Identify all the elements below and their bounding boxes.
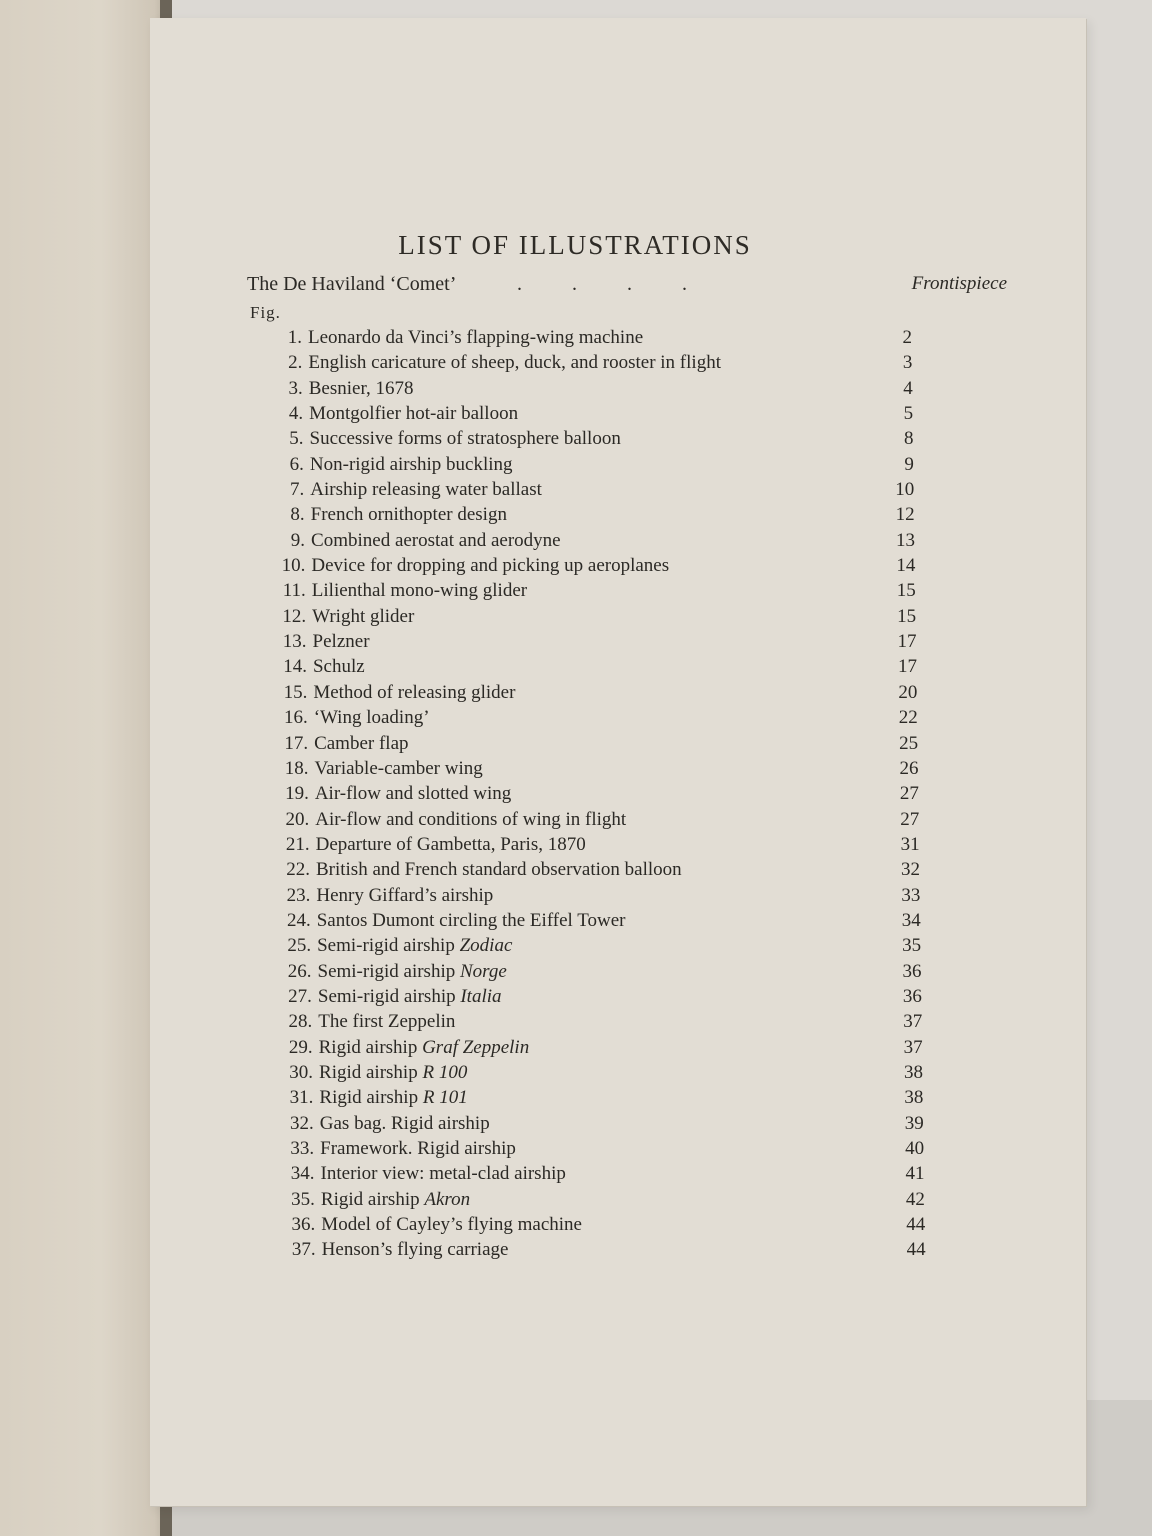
figure-page-number: 37 — [903, 1011, 923, 1033]
figure-caption — [314, 756, 488, 781]
frontispiece-entry — [247, 273, 1007, 303]
figure-caption — [311, 528, 567, 553]
figure-number: 17. — [284, 732, 309, 754]
figure-caption-text: Combined aerostat and aerodyne — [311, 529, 561, 551]
figure-page-number: 15 — [897, 605, 917, 627]
list-item — [270, 426, 914, 451]
figure-caption — [321, 1212, 588, 1237]
list-item — [276, 857, 920, 882]
frontispiece-leader: . . . . — [517, 273, 687, 295]
figure-page-number: 20 — [898, 681, 918, 703]
figure-caption — [320, 1111, 496, 1136]
figure-page-number: 14 — [896, 555, 916, 577]
list-of-illustrations-page — [150, 18, 1086, 1506]
figure-page-number: 17 — [897, 656, 917, 678]
figure-caption-text: Semi-rigid airship — [317, 985, 461, 1007]
figure-caption — [319, 1060, 473, 1085]
figure-caption — [308, 325, 649, 350]
figure-caption — [317, 908, 632, 933]
list-item — [271, 553, 915, 578]
figure-caption-text: The first Zeppelin — [318, 1011, 456, 1033]
figure-number: 1. — [287, 327, 302, 348]
figure-caption — [315, 807, 632, 832]
figure-page-number: 9 — [904, 453, 914, 475]
figure-number: 3. — [288, 377, 303, 399]
fig-column-heading: Fig. — [250, 303, 281, 322]
list-item — [276, 883, 920, 908]
figure-caption-italic: Graf Zeppelin — [422, 1036, 530, 1058]
figure-caption — [319, 1085, 473, 1110]
figure-caption — [316, 883, 499, 908]
figure-caption-text: Leonardo da Vinci’s flapping-wing machine — [308, 327, 644, 348]
figure-number: 15. — [283, 681, 308, 703]
figure-caption-text: Framework. Rigid airship — [320, 1138, 516, 1159]
figure-number: 32. — [290, 1112, 314, 1134]
figure-caption-text: Rigid airship — [319, 1061, 423, 1083]
figure-caption-text: Gas bag. Rigid airship — [319, 1112, 490, 1134]
figure-caption-text: Semi-rigid airship — [317, 960, 460, 982]
figure-caption-text: Camber flap — [314, 732, 409, 754]
figure-number: 37. — [291, 1239, 316, 1261]
figure-caption — [309, 376, 420, 401]
figure-number: 31. — [289, 1087, 314, 1109]
figure-number: 18. — [284, 757, 309, 779]
figure-page-number: 37 — [903, 1036, 923, 1058]
figure-page-number: 44 — [906, 1239, 926, 1261]
list-item — [273, 654, 917, 679]
figure-number: 6. — [289, 453, 304, 475]
figure-page-number: 31 — [900, 833, 920, 855]
figure-page-number: 39 — [904, 1112, 924, 1134]
figure-number: 21. — [285, 833, 310, 855]
figure-caption — [321, 1161, 572, 1186]
figure-page-number: 35 — [902, 935, 922, 957]
figure-caption-text: Method of releasing glider — [313, 681, 516, 703]
figure-caption-text: Air-flow and conditions of wing in flight — [315, 808, 627, 830]
figure-caption — [318, 1009, 461, 1034]
figure-page-number: 15 — [896, 580, 916, 602]
list-item — [279, 1085, 923, 1110]
figure-page-number: 32 — [900, 859, 920, 881]
figure-number: 24. — [286, 909, 311, 931]
list-item — [269, 401, 913, 426]
figure-caption-text: Semi-rigid airship — [317, 935, 460, 957]
figure-page-number: 25 — [899, 732, 919, 754]
figure-number: 35. — [291, 1188, 315, 1210]
list-item — [272, 604, 916, 629]
list-item — [278, 959, 922, 984]
figure-caption — [310, 452, 519, 477]
figure-caption-text: French ornithopter design — [310, 504, 507, 526]
figure-caption-text: Air-flow and slotted wing — [314, 783, 512, 805]
figure-number: 13. — [282, 631, 307, 653]
figure-caption — [315, 781, 517, 806]
list-item — [279, 1035, 923, 1060]
page-title: LIST OF ILLUSTRATIONS — [398, 230, 752, 260]
figure-caption — [319, 1035, 536, 1060]
figure-number: 29. — [288, 1036, 313, 1058]
figure-page-number: 38 — [904, 1087, 924, 1109]
figure-caption — [313, 680, 521, 705]
figure-caption — [312, 578, 533, 603]
figure-page-number: 5 — [903, 403, 914, 425]
figure-caption — [308, 350, 727, 375]
figure-page-number: 10 — [895, 479, 915, 501]
figure-caption-text: Pelzner — [312, 631, 370, 653]
frontispiece-label: The De Haviland ‘Comet’ — [247, 273, 457, 295]
figure-number: 33. — [290, 1138, 315, 1159]
figure-page-number: 4 — [903, 377, 913, 399]
figure-page-number: 8 — [904, 428, 914, 450]
figure-caption — [318, 959, 513, 984]
facing-page — [0, 0, 168, 1536]
figure-caption — [320, 1136, 522, 1161]
list-item — [269, 376, 913, 401]
figure-caption — [316, 832, 592, 857]
list-item — [270, 477, 914, 502]
figure-number: 36. — [291, 1214, 316, 1236]
figure-caption — [317, 933, 518, 958]
figure-number: 20. — [285, 808, 310, 830]
figure-caption — [316, 857, 688, 882]
figure-page-number: 42 — [905, 1188, 925, 1210]
figure-number: 9. — [290, 529, 306, 551]
figure-page-number: 38 — [904, 1061, 924, 1083]
figure-caption — [310, 477, 548, 502]
frontispiece-page: Frontispiece — [911, 273, 1007, 294]
list-item — [268, 325, 912, 350]
figure-caption-text: Rigid airship — [320, 1188, 425, 1210]
figure-caption-text: Interior view: metal-clad airship — [320, 1163, 566, 1185]
list-item — [273, 629, 917, 654]
figure-caption-text: Device for dropping and picking up aeroplanes — [311, 555, 670, 577]
list-item — [270, 452, 914, 477]
figure-page-number: 22 — [898, 707, 918, 729]
figure-caption-text: Santos Dumont circling the Eiffel Tower — [316, 909, 626, 931]
figure-caption-text: Rigid airship — [319, 1087, 423, 1109]
list-item — [281, 1212, 925, 1237]
figure-page-number: 27 — [899, 783, 919, 805]
figure-number: 16. — [283, 707, 308, 729]
list-item — [278, 984, 922, 1009]
list-item — [275, 807, 919, 832]
list-item — [278, 1009, 922, 1034]
figure-number: 26. — [287, 960, 312, 982]
figure-number: 34. — [290, 1163, 315, 1185]
figure-page-number: 2 — [902, 327, 912, 348]
figure-page-number: 17 — [897, 631, 917, 653]
figure-caption-text: Variable-camber wing — [314, 757, 483, 779]
figure-page-number: 13 — [896, 529, 916, 551]
figure-caption-text: Departure of Gambetta, Paris, 1870 — [315, 833, 586, 855]
figure-caption-text: Henry Giffard’s airship — [316, 884, 494, 906]
list-item — [281, 1161, 925, 1186]
figure-number: 23. — [286, 884, 311, 906]
figure-caption-italic: Italia — [460, 985, 502, 1007]
figure-caption — [314, 731, 414, 756]
list-item — [272, 578, 916, 603]
figure-caption-text: Model of Cayley’s flying machine — [321, 1214, 582, 1236]
figure-page-number: 36 — [902, 960, 922, 982]
figure-caption-italic: Akron — [424, 1188, 471, 1210]
figure-list — [268, 325, 926, 1263]
figure-number: 10. — [281, 555, 306, 577]
figure-caption — [313, 654, 371, 679]
list-item — [274, 756, 918, 781]
figure-number: 28. — [288, 1011, 313, 1033]
figure-number: 19. — [285, 783, 309, 805]
figure-page-number: 27 — [900, 808, 920, 830]
figure-number: 12. — [282, 605, 307, 627]
figure-number: 22. — [286, 859, 310, 881]
list-item — [277, 933, 921, 958]
list-item — [277, 908, 921, 933]
list-item — [282, 1237, 926, 1262]
list-item — [280, 1136, 924, 1161]
figure-caption — [312, 604, 420, 629]
figure-caption — [309, 401, 524, 426]
list-item — [280, 1111, 924, 1136]
figure-number: 14. — [283, 656, 307, 678]
figure-number: 4. — [288, 403, 304, 425]
figure-caption-text: British and French standard observation balloon — [315, 859, 682, 881]
list-item — [271, 528, 915, 553]
figure-number: 27. — [288, 985, 312, 1007]
figure-caption-text: Besnier, 1678 — [308, 377, 414, 399]
list-item — [268, 350, 912, 375]
figure-caption-text: Successive forms of stratosphere balloon — [309, 428, 621, 450]
figure-page-number: 3 — [902, 352, 913, 374]
figure-caption-text: English caricature of sheep, duck, and rooster in flight — [308, 352, 721, 374]
figure-page-number: 41 — [905, 1163, 925, 1185]
figure-caption-italic: Zodiac — [459, 935, 513, 957]
figure-number: 11. — [282, 580, 306, 602]
list-item — [273, 680, 917, 705]
list-item — [271, 502, 915, 527]
figure-caption-text: Airship releasing water ballast — [310, 479, 542, 501]
figure-page-number: 36 — [902, 985, 922, 1007]
figure-page-number: 33 — [901, 884, 921, 906]
figure-caption — [311, 502, 513, 527]
figure-caption-text: Rigid airship — [318, 1036, 423, 1058]
figure-page-number: 34 — [901, 909, 921, 931]
figure-caption-italic: R 100 — [422, 1061, 468, 1083]
figure-caption — [318, 984, 508, 1009]
figure-caption-text: Henson’s flying carriage — [321, 1239, 509, 1261]
figure-caption-text: Montgolfier hot-air balloon — [309, 403, 519, 425]
figure-caption — [313, 629, 376, 654]
figure-number: 30. — [289, 1061, 314, 1083]
list-item — [274, 731, 918, 756]
figure-caption — [321, 1187, 476, 1212]
figure-page-number: 44 — [906, 1214, 926, 1236]
figure-caption-text: Schulz — [312, 656, 365, 678]
figure-page-number: 26 — [899, 757, 919, 779]
figure-caption-text: Wright glider — [312, 605, 415, 627]
figure-number: 25. — [287, 935, 312, 957]
figure-number: 7. — [290, 479, 305, 501]
figure-number: 8. — [290, 504, 305, 526]
figure-caption-text: Lilienthal mono-wing glider — [311, 580, 528, 602]
figure-caption-text: ‘Wing loading’ — [313, 707, 430, 729]
figure-caption-text: Non-rigid airship buckling — [309, 453, 513, 475]
figure-caption — [314, 705, 436, 730]
figure-caption-italic: R 101 — [422, 1087, 468, 1109]
list-item — [275, 781, 919, 806]
figure-caption — [311, 553, 675, 578]
list-item — [274, 705, 918, 730]
figure-caption — [310, 426, 627, 451]
figure-page-number: 40 — [905, 1138, 925, 1159]
figure-page-number: 12 — [895, 504, 915, 526]
figure-caption-italic: Norge — [459, 960, 507, 982]
list-item — [279, 1060, 923, 1085]
list-item — [281, 1187, 925, 1212]
figure-number: 5. — [289, 428, 304, 450]
list-item — [276, 832, 920, 857]
figure-number: 2. — [288, 352, 303, 374]
figure-caption — [322, 1237, 515, 1262]
